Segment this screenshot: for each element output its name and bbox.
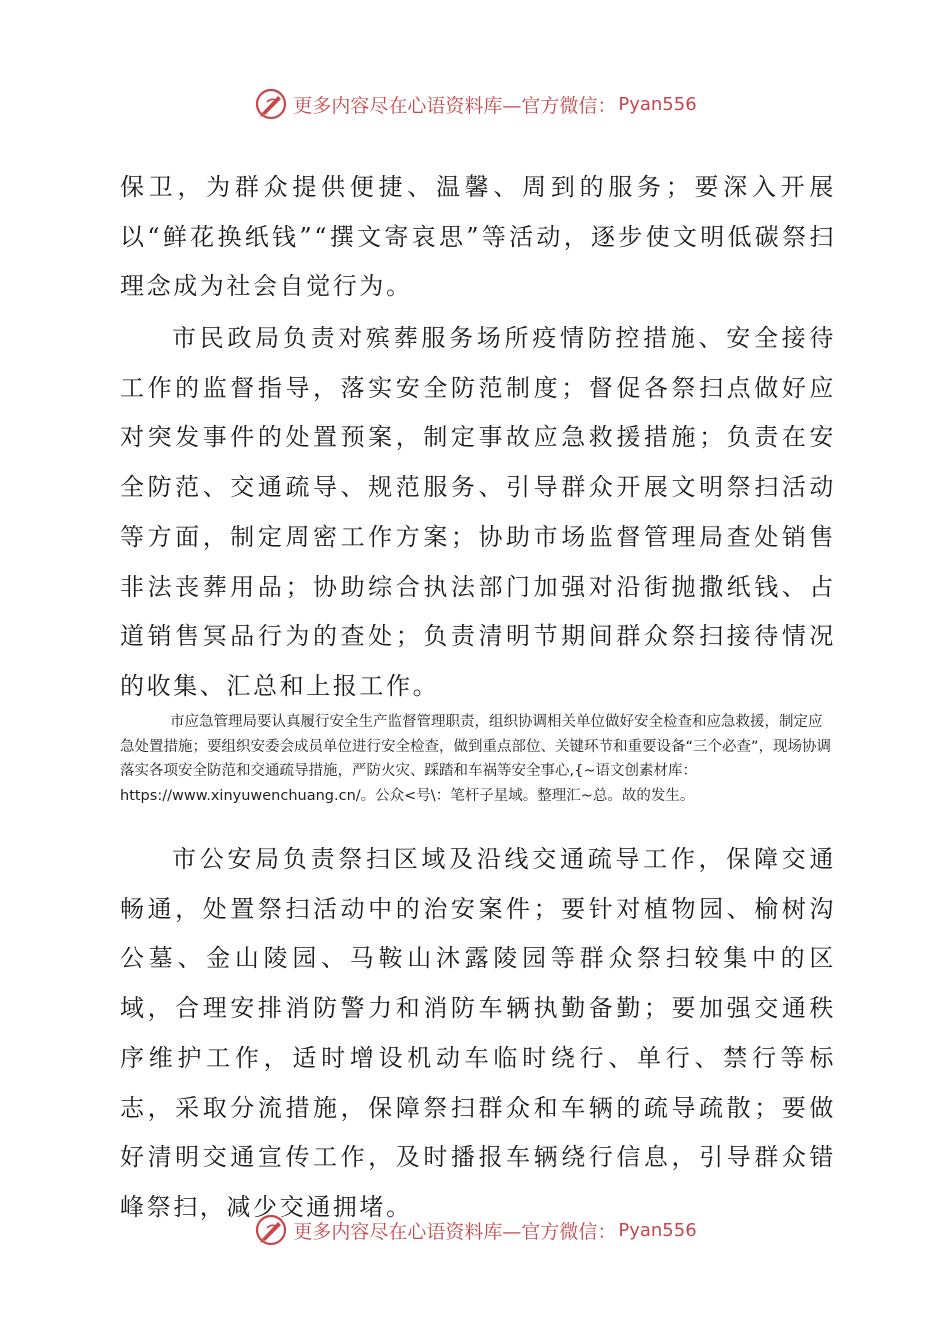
wechat-id: Pyan556 [618,1219,697,1241]
pen-logo-icon [253,86,289,122]
banner-text: 更多内容尽在心语资料库—官方微信： [293,1220,617,1243]
banner-text: 更多内容尽在心语资料库—官方微信： [293,94,617,117]
wechat-id: Pyan556 [618,93,697,115]
body-paragraph-3: 市公安局负责祭扫区域及沿线交通疏导工作，保障交通畅通，处置祭扫活动中的治安案件；要针对植物园、榆树沟公墓、金山陵园、马鞍山沐露陵园等群众祭扫较集中的区域，合理安排消防警力和消防车辆执勤备勤；要加强交通秩序维护工作，适时增设机动车临时绕行、单行、禁行等标志，采取分流措施，保障祭扫群众和车辆的疏导疏散；要做好清明交通宣传工作，及时播报车辆绕行信息，引导群众错峰祭扫，减少交通拥堵。 [120,845,836,1221]
footer-watermark-banner [0,1210,950,1250]
header-watermark-banner [0,84,950,124]
body-paragraph-2: 市民政局负责对殡葬服务场所疫情防控措施、安全接待工作的监督指导，落实安全防范制度；督促各祭扫点做好应对突发事件的处置预案，制定事故应急救援措施；负责在安全防范、交通疏导、规范服务、引导群众开展文明祭扫活动等方面，制定周密工作方案；协助市场监督管理局查处销售非法丧葬用品；协助综合执法部门加强对沿街抛撒纸钱、占道销售冥品行为的查处；负责清明节期间群众祭扫接待情况的收集、汇总和上报工作。 [120,324,836,700]
pen-logo-icon [253,1212,289,1248]
body-paragraph-1: 保卫，为群众提供便捷、温馨、周到的服务；要深入开展以“鲜花换纸钱”“撰文寄哀思”等活动，逐步使文明低碳祭扫理念成为社会自觉行为。 [120,173,836,301]
inserted-note [120,710,836,808]
inserted-note-text: 市应急管理局要认真履行安全生产监督管理职责，组织协调相关单位做好安全检查和应急救援，制定应急处置措施；要组织安委会成员单位进行安全检查，做到重点部位、关键环节和重要设备“三个必查”，现场协调落实各项安全防范和交通疏导措施，严防火灾、踩踏和车祸等安全事心,{~语文创素材库：https://www.xinyuwenchuang.cn/。公众<号\：笔杆子星域。整理汇~总。故的发生。 [120,714,832,804]
